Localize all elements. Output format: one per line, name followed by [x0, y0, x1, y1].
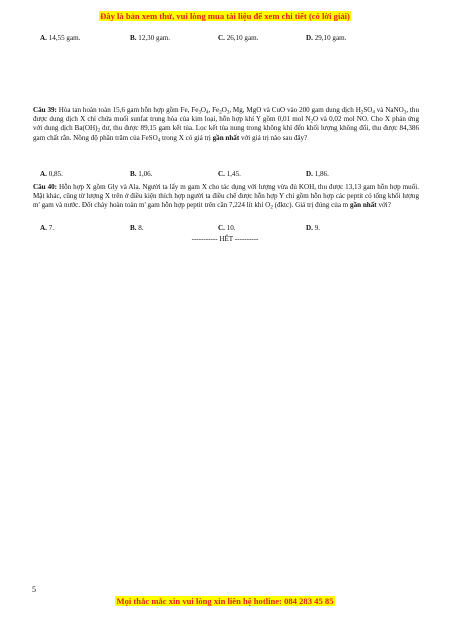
emphasis-nearest: gần nhất: [212, 133, 240, 142]
choice-a: A. 0,85.: [40, 170, 63, 178]
choice-a: A. 7.: [40, 224, 55, 232]
question-40-choices: [40, 224, 420, 234]
choice-d: D. 9.: [306, 224, 321, 232]
choice-c: C. 10.: [218, 224, 236, 232]
question-39: Câu 39: Hòa tan hoàn toàn 15,6 gam hỗn hợp gồm Fe, $Fe_3O_4$, $Fe_2O_3$, Mg, MgO và CuO vào 200 gam dung dịch $H_2SO_4$ và NaNO$_3$, thu được dung dịch X chỉ chứa muối sunfat trung hòa của kim loại, hỗn hợp khí Y gồm 0,01 mol $N_2O$ và 0,02 mol NO. Cho X phản ứng với dung dịch $Ba(OH)_2$ dư, thu được 89,15 gam kết tủa. Lọc kết tủa nung trong không khí đến khối lượng không đổi, thu được 84,386 gam chất rắn. Nồng độ phần trăm của FeSO$_4$ trong X có giá trị gần nhất với giá trị nào sau đây?: [33, 106, 419, 144]
question-39-choices: [40, 170, 420, 180]
choice-c: C. 26,10 gam.: [218, 34, 259, 42]
hotline-banner: [0, 597, 450, 606]
choice-d: D. 1,86.: [306, 170, 329, 178]
preview-notice-text: Đây là bản xem thử, vui lòng mua tài liệu để xem chi tiết (có lời giải): [100, 11, 350, 21]
choice-a: A. 14,55 gam.: [40, 34, 81, 42]
choice-c: C. 1,45.: [218, 170, 241, 178]
choice-b: B. 1,06.: [130, 170, 153, 178]
choice-b: B. 12,30 gam.: [130, 34, 171, 42]
preview-notice-banner: [0, 12, 450, 21]
page-number: 5: [32, 585, 36, 594]
question-40-label: Câu 40:: [33, 183, 58, 191]
previous-question-choices: [40, 34, 420, 44]
hotline-text: Mọi thắc mắc xin vui lòng xin liên hệ hotline: 084 283 45 85: [116, 596, 334, 606]
choice-d: D. 29,10 gam.: [306, 34, 347, 42]
choice-b: B. 8.: [130, 224, 144, 232]
end-of-exam-marker: ----------- HẾT ----------: [191, 235, 259, 243]
question-39-label: Câu 39:: [33, 106, 57, 114]
question-40: Câu 40: Hỗn hợp X gồm Gly và Ala. Người ta lấy m gam X cho tác dụng với lượng vừa đủ KOH, thu được 13,13 gam hỗn hợp muối. Mặt khác, cũng từ lượng X trên ở điều kiện thích hợp người ta điều chế được hỗn hợp Y chỉ gồm hỗn hợp các peptit có tổng khối lượng m' gam và nước. Đốt cháy hoàn toàn m' gam hỗn hợp peptit trên cần 7,224 lít khí $O_2$ (đktc). Giá trị đúng của m gần nhất với?: [33, 183, 419, 211]
emphasis-nearest: gần nhất: [350, 201, 377, 210]
